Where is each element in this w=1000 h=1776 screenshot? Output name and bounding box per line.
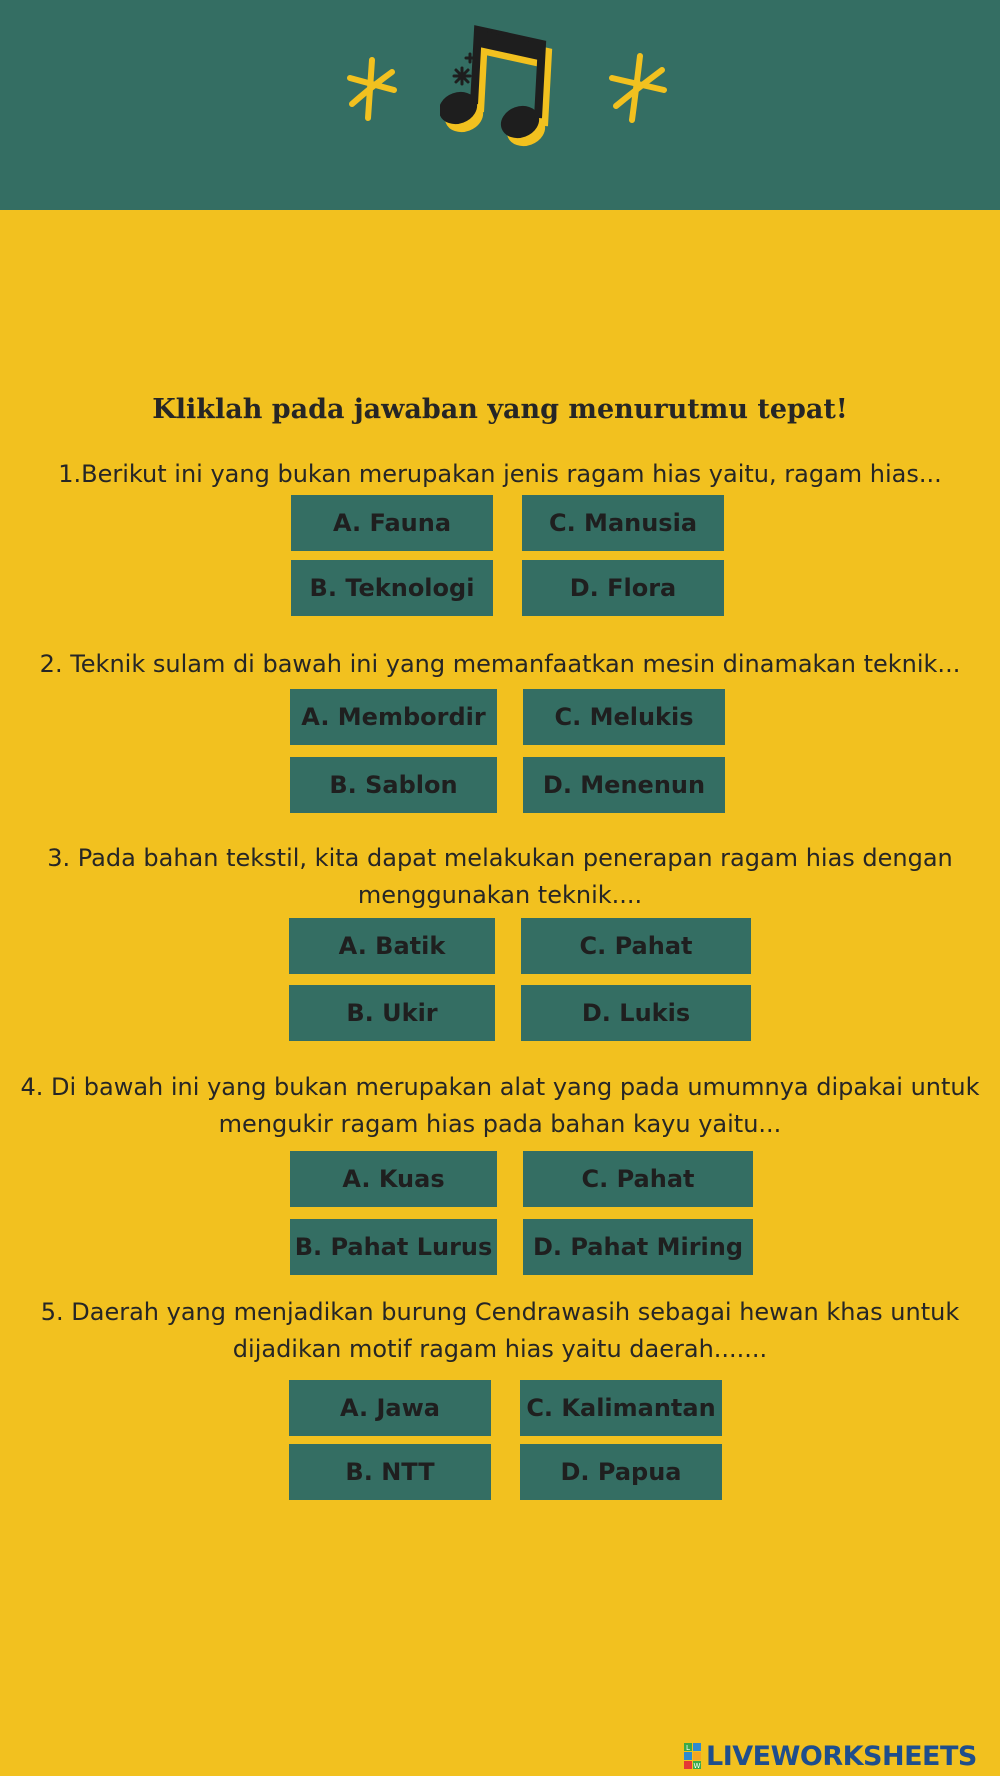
question-4 <box>0 1069 1000 1143</box>
question-text: dijadikan motif ragam hias yaitu daerah....... <box>232 1335 768 1363</box>
option-button[interactable]: B. Pahat Lurus <box>290 1219 497 1275</box>
option-button[interactable]: C. Kalimantan <box>520 1380 722 1436</box>
logo-letter: L <box>686 1744 690 1752</box>
option-button[interactable]: B. Ukir <box>289 985 495 1041</box>
option-button[interactable]: C. Melukis <box>523 689 725 745</box>
option-button[interactable]: A. Jawa <box>289 1380 491 1436</box>
star-icon <box>604 50 670 126</box>
question-5 <box>0 1294 1000 1368</box>
music-note-icon <box>440 24 570 148</box>
option-button[interactable]: D. Lukis <box>521 985 751 1041</box>
question-1 <box>0 456 1000 493</box>
question-text: 1.Berikut ini yang bukan merupakan jenis ragam hias yaitu, ragam hias... <box>58 460 942 488</box>
question-text: 2. Teknik sulam di bawah ini yang memanfaatkan mesin dinamakan teknik... <box>39 650 961 678</box>
option-button[interactable]: D. Menenun <box>523 757 725 813</box>
option-button[interactable]: B. Teknologi <box>291 560 493 616</box>
option-button[interactable]: B. Sablon <box>290 757 497 813</box>
liveworksheets-brand[interactable] <box>684 1736 1000 1776</box>
question-text: 4. Di bawah ini yang bukan merupakan alat yang pada umumnya dipakai untuk <box>20 1073 980 1101</box>
question-2 <box>0 646 1000 683</box>
option-button[interactable]: A. Fauna <box>291 495 493 551</box>
option-button[interactable]: C. Pahat <box>523 1151 753 1207</box>
option-button[interactable]: A. Batik <box>289 918 495 974</box>
instruction-heading: Kliklah pada jawaban yang menurutmu tepat! <box>152 394 848 425</box>
option-button[interactable]: D. Flora <box>522 560 724 616</box>
brand-name: LIVEWORKSHEETS <box>706 1740 977 1772</box>
question-text: menggunakan teknik.... <box>357 881 643 909</box>
header-banner <box>0 0 1000 210</box>
question-text: 5. Daerah yang menjadikan burung Cendrawasih sebagai hewan khas untuk <box>40 1298 960 1326</box>
option-button[interactable]: A. Membordir <box>290 689 497 745</box>
logo-letter: W <box>693 1762 701 1769</box>
question-3 <box>0 840 1000 914</box>
question-text: mengukir ragam hias pada bahan kayu yaitu... <box>218 1110 782 1138</box>
question-text: 3. Pada bahan tekstil, kita dapat melakukan penerapan ragam hias dengan <box>47 844 953 872</box>
option-button[interactable]: D. Papua <box>520 1444 722 1500</box>
option-button[interactable]: B. NTT <box>289 1444 491 1500</box>
option-button[interactable]: A. Kuas <box>290 1151 497 1207</box>
option-button[interactable]: C. Manusia <box>522 495 724 551</box>
liveworksheets-logo-icon <box>684 1743 702 1769</box>
option-button[interactable]: D. Pahat Miring <box>523 1219 753 1275</box>
star-icon <box>342 54 400 124</box>
option-button[interactable]: C. Pahat <box>521 918 751 974</box>
